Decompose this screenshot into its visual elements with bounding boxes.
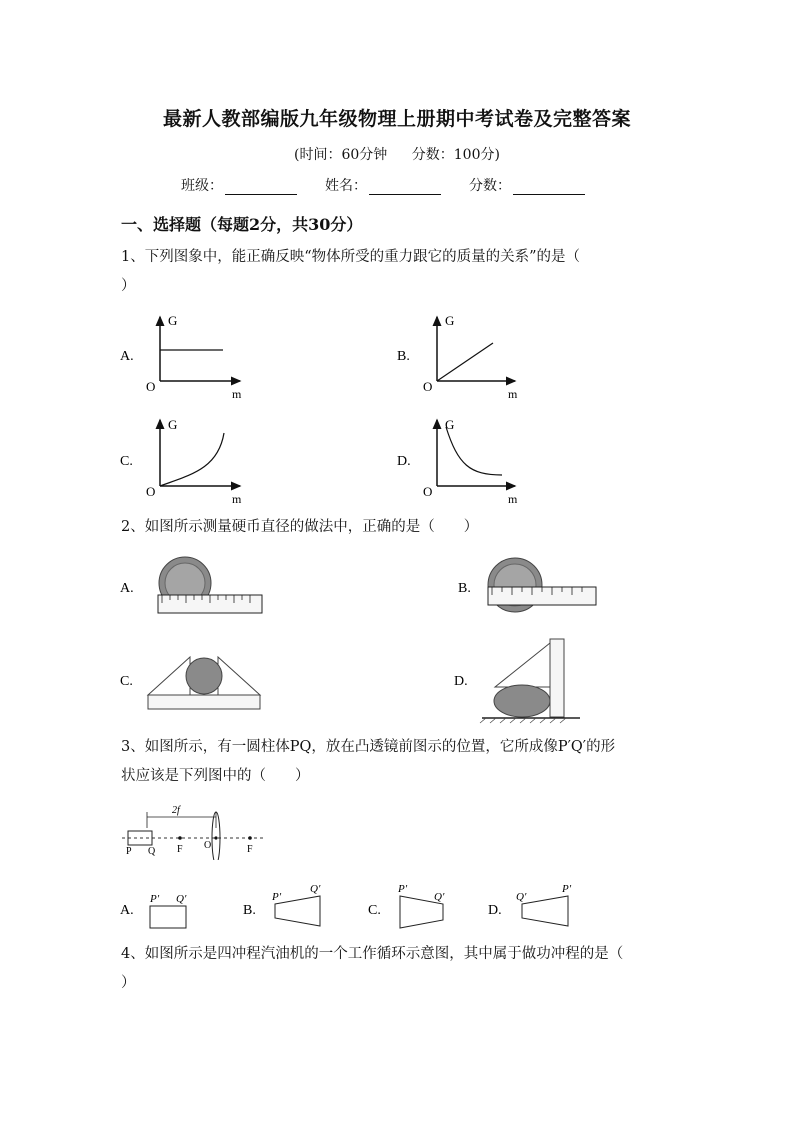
- graph-d-x-label: m: [508, 492, 518, 506]
- q1-option-a[interactable]: A.: [120, 349, 134, 364]
- optical-center: O: [204, 840, 212, 851]
- coin-d: [494, 685, 550, 717]
- q3-option-c[interactable]: C.: [368, 903, 381, 918]
- lens-diagram: [118, 800, 268, 860]
- q1-option-c[interactable]: C.: [120, 454, 133, 469]
- graph-b-x-label: m: [508, 387, 518, 401]
- class-label: 班级：: [181, 178, 223, 194]
- shape-b-p: P′: [272, 891, 282, 903]
- shape-d: [522, 896, 568, 926]
- shape-a-q: Q′: [176, 893, 187, 905]
- q3-options: [110, 878, 580, 938]
- q2-option-a[interactable]: A.: [120, 581, 134, 596]
- shape-a: [150, 906, 186, 928]
- q3-option-a[interactable]: A.: [120, 903, 134, 918]
- exam-time: (时间：60分钟: [294, 147, 388, 163]
- graph-c-curve: [160, 433, 224, 486]
- graph-b-line: [437, 343, 493, 381]
- question-2: [121, 513, 681, 542]
- exam-subtitle: [0, 144, 794, 164]
- point-q: Q: [148, 846, 156, 857]
- graph-d-origin: O: [423, 484, 433, 499]
- q2-option-d[interactable]: D.: [454, 674, 468, 689]
- shape-c-q: Q′: [434, 891, 445, 903]
- shape-c-p: P′: [398, 883, 408, 895]
- score-blank[interactable]: [513, 180, 585, 195]
- triangle-right: [218, 657, 260, 695]
- shape-d-p: P′: [562, 883, 572, 895]
- q1-option-d[interactable]: D.: [397, 454, 411, 469]
- question-3-text: 3、如图所示，有一圆柱体PQ，放在凸透镜前图示的位置，它所成像P′Q′的形: [121, 739, 616, 755]
- dist-label: 2f: [172, 805, 180, 816]
- graph-c-origin: O: [146, 484, 156, 499]
- graph-d-curve: [446, 427, 502, 475]
- focus-left: F: [177, 844, 183, 855]
- graph-b-origin: O: [423, 379, 433, 394]
- graph-c-x-label: m: [232, 492, 242, 506]
- graph-c-y-label: G: [168, 417, 178, 432]
- point-p: P: [126, 846, 132, 857]
- student-info: [181, 175, 585, 195]
- ruler-d: [550, 639, 564, 717]
- page-title: 最新人教部编版九年级物理上册期中考试卷及完整答案: [162, 108, 631, 130]
- name-label: 姓名：: [325, 178, 367, 194]
- q1-graphs: [110, 305, 550, 510]
- section-heading: 一、选择题（每题2分，共30分）: [121, 215, 363, 234]
- q3-option-d[interactable]: D.: [488, 903, 502, 918]
- question-4-text: 4、如图所示是四冲程汽油机的一个工作循环示意图，其中属于做功冲程的是（: [121, 946, 624, 962]
- question-1: [121, 243, 681, 301]
- question-1-text: 1、下列图象中，能正确反映“物体所受的重力跟它的质量的关系”的是（: [121, 249, 581, 265]
- question-1-tail: ）: [121, 278, 136, 294]
- focus-right: F: [247, 844, 253, 855]
- triangle-left: [148, 657, 190, 695]
- graph-a-origin: O: [146, 379, 156, 394]
- shape-b-q: Q′: [310, 883, 321, 895]
- shape-d-q: Q′: [516, 891, 527, 903]
- question-2-text: 2、如图所示测量硬币直径的做法中，正确的是（ ）: [121, 519, 479, 535]
- class-blank[interactable]: [225, 180, 297, 195]
- q1-option-b[interactable]: B.: [397, 349, 410, 364]
- ruler-c: [148, 695, 260, 709]
- exam-score: 分数：100分): [411, 147, 500, 163]
- q3-option-b[interactable]: B.: [243, 903, 256, 918]
- triangle-d: [495, 643, 550, 687]
- question-4: [121, 940, 681, 998]
- q2-option-c[interactable]: C.: [120, 674, 133, 689]
- graph-a-x-label: m: [232, 387, 242, 401]
- shape-b: [275, 896, 320, 926]
- q2-figures: [110, 555, 610, 730]
- question-3: [121, 733, 681, 791]
- question-3-text2: 状应该是下列图中的（ ）: [121, 768, 310, 784]
- question-4-tail: ）: [121, 975, 136, 991]
- name-blank[interactable]: [369, 180, 441, 195]
- q2-option-b[interactable]: B.: [458, 581, 471, 596]
- graph-d-y-label: G: [445, 417, 455, 432]
- score-label: 分数：: [469, 178, 511, 194]
- coin-c: [186, 658, 222, 694]
- graph-a-y-label: G: [168, 313, 178, 328]
- shape-a-p: P′: [150, 893, 160, 905]
- graph-b-y-label: G: [445, 313, 455, 328]
